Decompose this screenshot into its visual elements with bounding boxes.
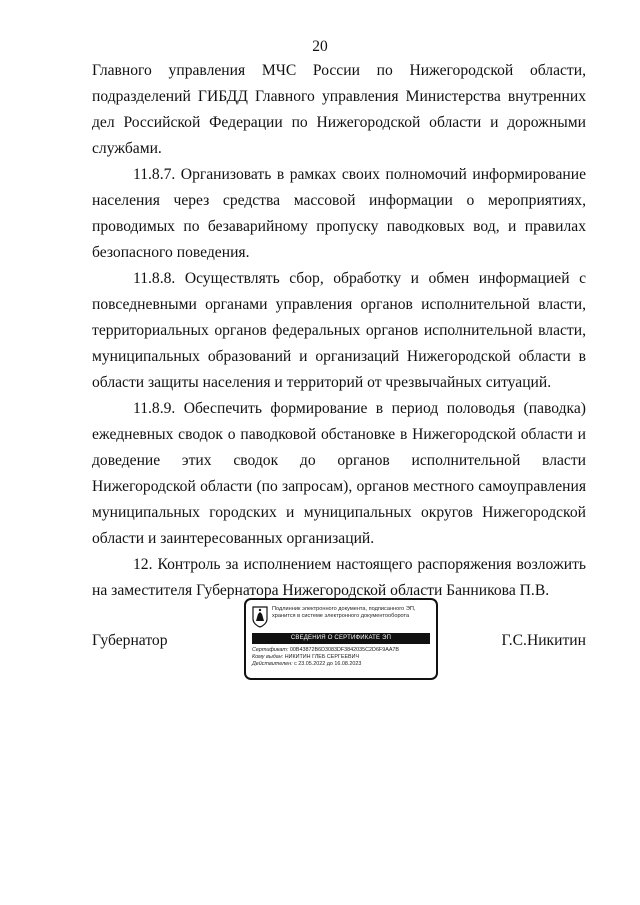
issued-to-label: Кому выдан: bbox=[252, 654, 284, 661]
stamp-notice-line-2: хранится в системе электронного документооборота bbox=[272, 613, 410, 619]
certificate-value: 00B43872B6D3083DF3842035C2D6F9AA7B bbox=[289, 647, 400, 653]
paragraph-continuation: Главного управления МЧС России по Нижегородской области, подразделений ГИБДД Главного управления Министерства внутренних дел Российской Федерации по Нижегородской области и дорожными службами. bbox=[92, 62, 586, 157]
validity-label: Действителен: bbox=[252, 661, 293, 668]
signature-block bbox=[92, 598, 586, 684]
signatory-position: Губернатор bbox=[92, 632, 168, 649]
stamp-notice bbox=[272, 606, 436, 620]
stamp-notice-line-1: Подлинник электронного документа, подписанного ЭП, bbox=[272, 606, 416, 612]
coat-of-arms-icon bbox=[252, 606, 268, 628]
issued-to-value: НИКИТИН ГЛЕБ СЕРГЕЕВИЧ bbox=[284, 654, 360, 661]
paragraph-11-8-7: 11.8.7. Организовать в рамках своих полномочий информирование населения через средства массовой информации о мероприятиях, проводимых по безаварийному пропуску паводковых вод, и правилах безопасного поведения. bbox=[92, 166, 586, 261]
signatory-name: Г.С.Никитин bbox=[501, 632, 586, 649]
validity-value: с 23.05.2022 до 16.08.2023 bbox=[294, 661, 362, 668]
stamp-details bbox=[252, 647, 432, 669]
electronic-signature-stamp bbox=[244, 598, 438, 680]
document-body bbox=[92, 58, 586, 604]
paragraph-12: 12. Контроль за исполнением настоящего распоряжения возложить на заместителя Губернатора Нижегородской области Банникова П.В. bbox=[92, 556, 586, 599]
certificate-row bbox=[252, 647, 432, 654]
page-number: 20 bbox=[312, 38, 328, 55]
stamp-header: СВЕДЕНИЯ О СЕРТИФИКАТЕ ЭП bbox=[252, 633, 430, 644]
paragraph-11-8-9: 11.8.9. Обеспечить формирование в период половодья (паводка) ежедневных сводок о паводковой обстановке в Нижегородской области и доведение этих сводок до органов исполнительной власти Нижегородской области (по запросам), органов местного самоуправления муниципальных городских и муниципальных округов Нижегородской области и заинтересованных организаций. bbox=[92, 400, 586, 547]
certificate-label: Сертификат: bbox=[252, 647, 289, 653]
paragraph-11-8-8: 11.8.8. Осуществлять сбор, обработку и обмен информацией с повседневными органами управления органов исполнительной власти, территориальных органов федеральных органов исполнительной власти, муниципальных образований и организаций Нижегородской области в области защиты населения и территорий от чрезвычайных ситуаций. bbox=[92, 270, 586, 391]
validity-row bbox=[252, 661, 432, 668]
